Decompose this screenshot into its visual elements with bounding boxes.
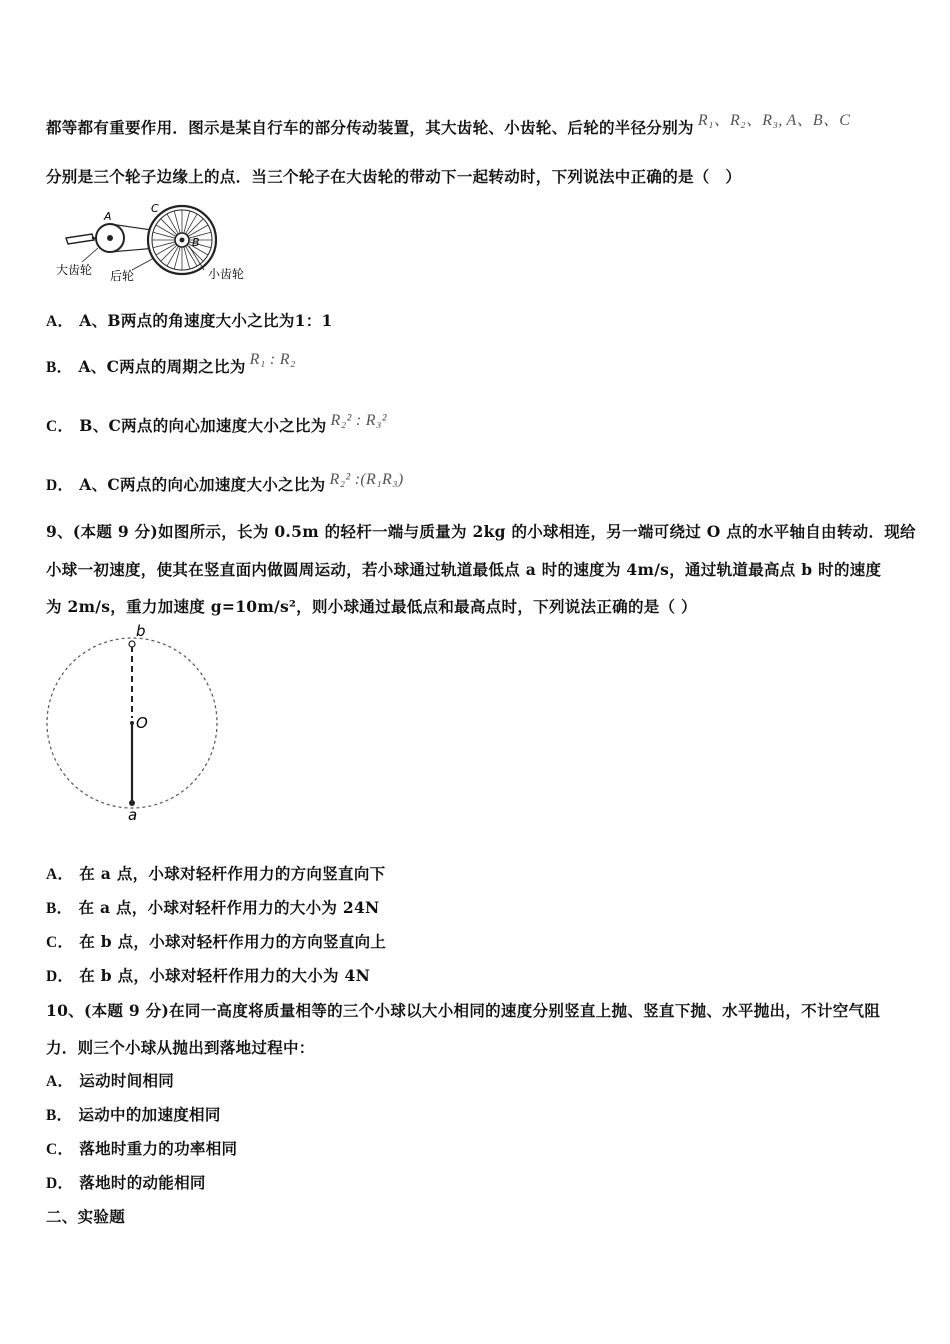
option-label: B． [46,1107,73,1124]
q10-stem-line-2: 力．则三个小球从抛出到落地过程中： [46,1038,315,1057]
bicycle-transmission-figure [52,200,262,286]
option-label: D． [46,968,74,985]
q8-option-b[interactable] [46,351,296,377]
q9-option-d[interactable] [46,964,370,986]
figure-label-A: A [104,210,112,223]
q9-stem-line-3: 为 2m/s，重力加速度 g=10m/s²，则小球通过最低点和最高点时，下列说法正确的是（ ） [46,597,697,616]
pedal-icon [66,234,94,244]
option-text: 运动时间相同 [79,1071,175,1090]
q10-stem-line-1: 10、(本题 9 分)在同一高度将质量相等的三个小球以大小相同的速度分别竖直上抛、竖直下抛、水平抛出，不计空气阻 [46,1001,881,1020]
q9-option-b[interactable] [46,896,380,918]
q8-stem-text-1: 都等都有重要作用．图示是某自行车的部分传动装置，其大齿轮、小齿轮、后轮的半径分别为 [46,118,694,137]
q8-radius-formula: R₁、R₂、R₃, A、B、C [697,112,851,129]
option-formula: R₂² :(R₁R₃) [329,471,404,488]
q10-option-c[interactable] [46,1137,237,1159]
q9-option-c[interactable] [46,930,386,952]
ball-top-icon [129,641,135,647]
pivot-icon [130,721,134,725]
option-text: A、B两点的角速度大小之比为1：1 [79,311,333,330]
figure-label-big-gear: 大齿轮 [56,263,93,277]
section-heading: 二、实验题 [46,1207,126,1226]
q9-stem-line-1: 9、(本题 9 分)如图所示，长为 0.5m 的轻杆一端与质量为 2kg 的小球相连，另一端可绕过 O 点的水平轴自由转动．现给 [46,522,916,541]
option-label: B． [46,900,73,917]
option-label: C． [46,1141,74,1158]
circular-motion-figure [40,622,230,827]
q9-option-a[interactable] [46,862,385,884]
option-text: 在 b 点，小球对轻杆作用力的大小为 4N [79,966,371,985]
figure-label-rear-wheel: 后轮 [110,269,135,283]
option-label: A． [46,313,74,330]
q8-option-d[interactable] [46,473,404,495]
option-label: A． [46,866,74,883]
option-text: 在 a 点，小球对轻杆作用力的大小为 24N [78,898,380,917]
figure-label-O: O [136,714,148,732]
option-text: 落地时的动能相同 [79,1173,206,1192]
q10-option-a[interactable] [46,1069,174,1091]
option-label: C． [46,934,74,951]
q8-stem-line-1 [46,112,851,138]
option-text: B、C两点的向心加速度大小之比为 [79,416,327,435]
figure-label-C: C [151,202,159,215]
option-text: 在 b 点，小球对轻杆作用力的方向竖直向上 [79,932,387,951]
figure-label-b: b [136,622,146,640]
option-formula: R₁ : R₂ [249,351,296,368]
q8-option-a[interactable] [46,309,333,331]
q9-stem-line-2: 小球一初速度，使其在竖直面内做圆周运动，若小球通过轨道最低点 a 时的速度为 4m/s，通过轨道最高点 b 时的速度 [46,560,882,579]
option-text: A、C两点的向心加速度大小之比为 [79,475,326,494]
figure-label-small-gear: 小齿轮 [208,267,245,281]
option-formula: R₂² : R₃² [330,412,387,429]
q10-option-b[interactable] [46,1103,221,1125]
q8-option-c[interactable] [46,414,387,436]
option-label: D． [46,477,74,494]
option-label: B． [46,359,73,376]
option-label: D． [46,1175,74,1192]
option-text: A、C两点的周期之比为 [78,357,246,376]
option-label: C． [46,418,74,435]
q10-option-d[interactable] [46,1171,206,1193]
option-text: 运动中的加速度相同 [78,1105,221,1124]
option-label: A． [46,1073,74,1090]
q8-stem-line-2: 分别是三个轮子边缘上的点．当三个轮子在大齿轮的带动下一起转动时，下列说法中正确的是（ ） [46,167,742,186]
figure-label-B: B [192,236,200,249]
figure-label-a: a [128,806,138,824]
option-text: 在 a 点，小球对轻杆作用力的方向竖直向下 [79,864,386,883]
option-text: 落地时重力的功率相同 [79,1139,238,1158]
